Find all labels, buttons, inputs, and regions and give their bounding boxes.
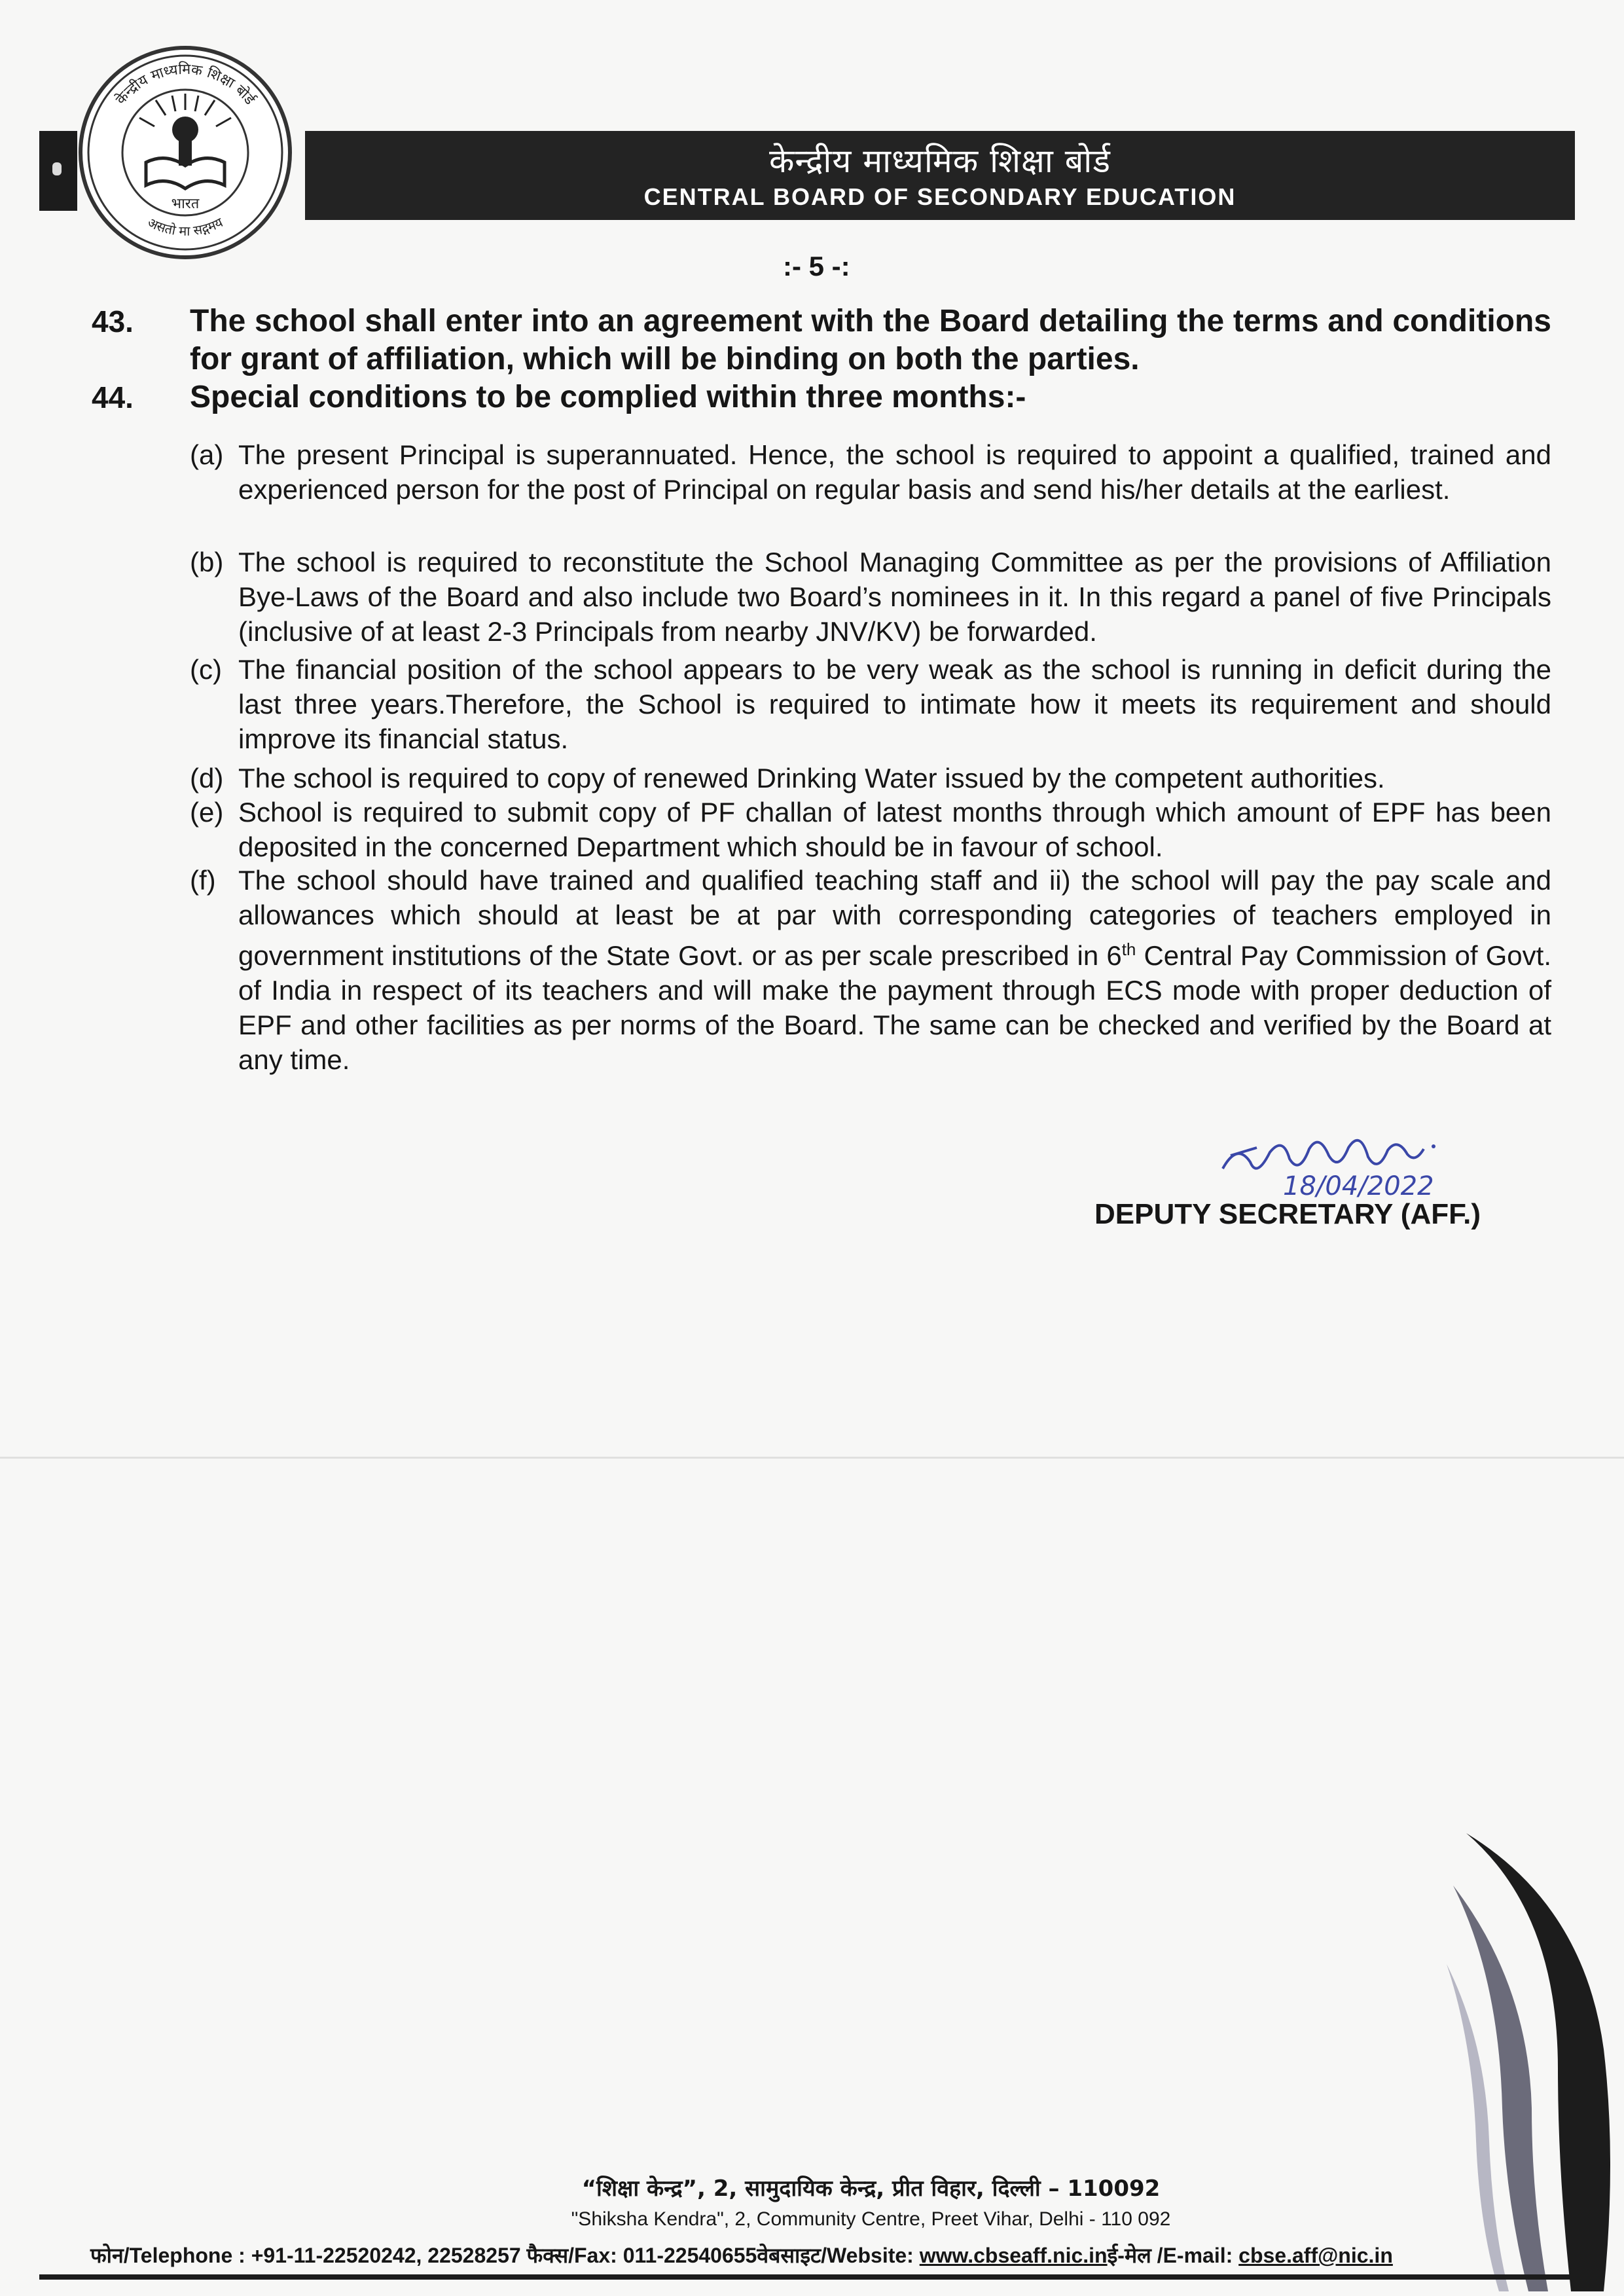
condition-label: (f) bbox=[190, 865, 216, 896]
punch-mark bbox=[39, 131, 77, 211]
paper-fold bbox=[0, 1457, 1624, 1459]
condition-label: (d) bbox=[190, 763, 224, 793]
email-link[interactable]: cbse.aff@nic.in bbox=[1238, 2244, 1393, 2267]
logo-mid-text: भारत bbox=[171, 196, 200, 212]
condition-text: The financial position of the school appears to be very weak as the school is running in deficit during the last three years.Therefore, the School is required to intimate how it meets its requirement and should improve its financial status. bbox=[238, 654, 1551, 754]
condition-label: (a) bbox=[190, 439, 224, 470]
condition-text: The school is required to copy of renewed Drinking Water issued by the competent authorities. bbox=[238, 763, 1385, 793]
clause-text: Special conditions to be complied within three months:- bbox=[190, 380, 1026, 414]
page-number: :- 5 -: bbox=[783, 251, 850, 282]
footer-address-hindi: “शिक्षा केन्द्र”, 2, सामुदायिक केन्द्र, प्रीत विहार, दिल्ली – 110092 bbox=[581, 2176, 1161, 2202]
website-link[interactable]: www.cbseaff.nic.in bbox=[919, 2244, 1108, 2267]
signatory-designation: DEPUTY SECRETARY (AFF.) bbox=[1094, 1198, 1481, 1230]
logo-top-text: केन्द्रीय माध्यमिक शिक्षा बोर्ड bbox=[113, 61, 258, 108]
email-label: ई-मेल /E-mail: bbox=[1107, 2244, 1239, 2267]
condition-item bbox=[190, 761, 1551, 795]
footer-contact bbox=[90, 2241, 1393, 2269]
logo-motto-text: असतो मा सद्गमय bbox=[145, 214, 226, 239]
condition-superscript: th bbox=[1121, 939, 1136, 959]
cbse-logo bbox=[77, 45, 293, 261]
website-label: वेबसाइट/Website: bbox=[757, 2244, 920, 2267]
condition-item bbox=[190, 437, 1551, 507]
phone-label: फोन/Telephone : bbox=[90, 2244, 251, 2267]
condition-item bbox=[190, 863, 1551, 1077]
clause-number: 44. bbox=[92, 380, 134, 414]
fax-value: 011-22540655 bbox=[623, 2244, 757, 2267]
clause-text: The school shall enter into an agreement with the Board detailing the terms and conditions for grant of affiliation, which will be binding on both the parties. bbox=[190, 304, 1551, 376]
condition-item bbox=[190, 652, 1551, 756]
header-title-hindi: केन्द्रीय माध्यमिक शिक्षा बोर्ड bbox=[769, 142, 1111, 180]
condition-label: (e) bbox=[190, 797, 224, 828]
footer-address-english: "Shiksha Kendra", 2, Community Centre, Preet Vihar, Delhi - 110 092 bbox=[571, 2208, 1171, 2230]
condition-label: (c) bbox=[190, 654, 222, 685]
fax-label: फैक्स/Fax: bbox=[526, 2244, 623, 2267]
condition-label: (b) bbox=[190, 547, 224, 577]
signature-date: 18/04/2022 bbox=[1283, 1171, 1434, 1201]
condition-text: School is required to submit copy of PF challan of latest months through which amount of EPF has been deposited in the concerned Department which should be in favour of school. bbox=[238, 797, 1551, 862]
condition-text bbox=[238, 863, 1551, 1077]
condition-text: The present Principal is superannuated. Hence, the school is required to appoint a qualified, trained and experienced person for the post of Principal on regular basis and send his/her details at the earliest. bbox=[238, 439, 1551, 505]
condition-item bbox=[190, 545, 1551, 649]
clause-number: 43. bbox=[92, 304, 134, 338]
condition-text-part: The school should have trained and qualified teaching staff and ii) the school will pay the pay scale and allowances which should at least be at par with corresponding categories of teachers employed in government institutions of the State Govt. or as per scale prescribed in 6 bbox=[238, 865, 1551, 971]
condition-text-part: Central Pay Commission of Govt. of India in respect of its teachers and will make the payment through ECS mode with proper deduction of EPF and other facilities as per norms of the Board. The same can be checked and verified by the Board at any time. bbox=[238, 940, 1551, 1075]
condition-text: The school is required to reconstitute the School Managing Committee as per the provisions of Affiliation Bye-Laws of the Board and also include two Board’s nominees in it. In this regard a panel of five Principals (inclusive of at least 2-3 Principals from nearby JNV/KV) be forwarded. bbox=[238, 547, 1551, 647]
condition-item bbox=[190, 795, 1551, 864]
header-title-english: CENTRAL BOARD OF SECONDARY EDUCATION bbox=[643, 183, 1236, 210]
header-banner bbox=[305, 131, 1575, 220]
phone-value: +91-11-22520242, 22528257 bbox=[251, 2244, 527, 2267]
footer-rule bbox=[39, 2274, 1591, 2280]
